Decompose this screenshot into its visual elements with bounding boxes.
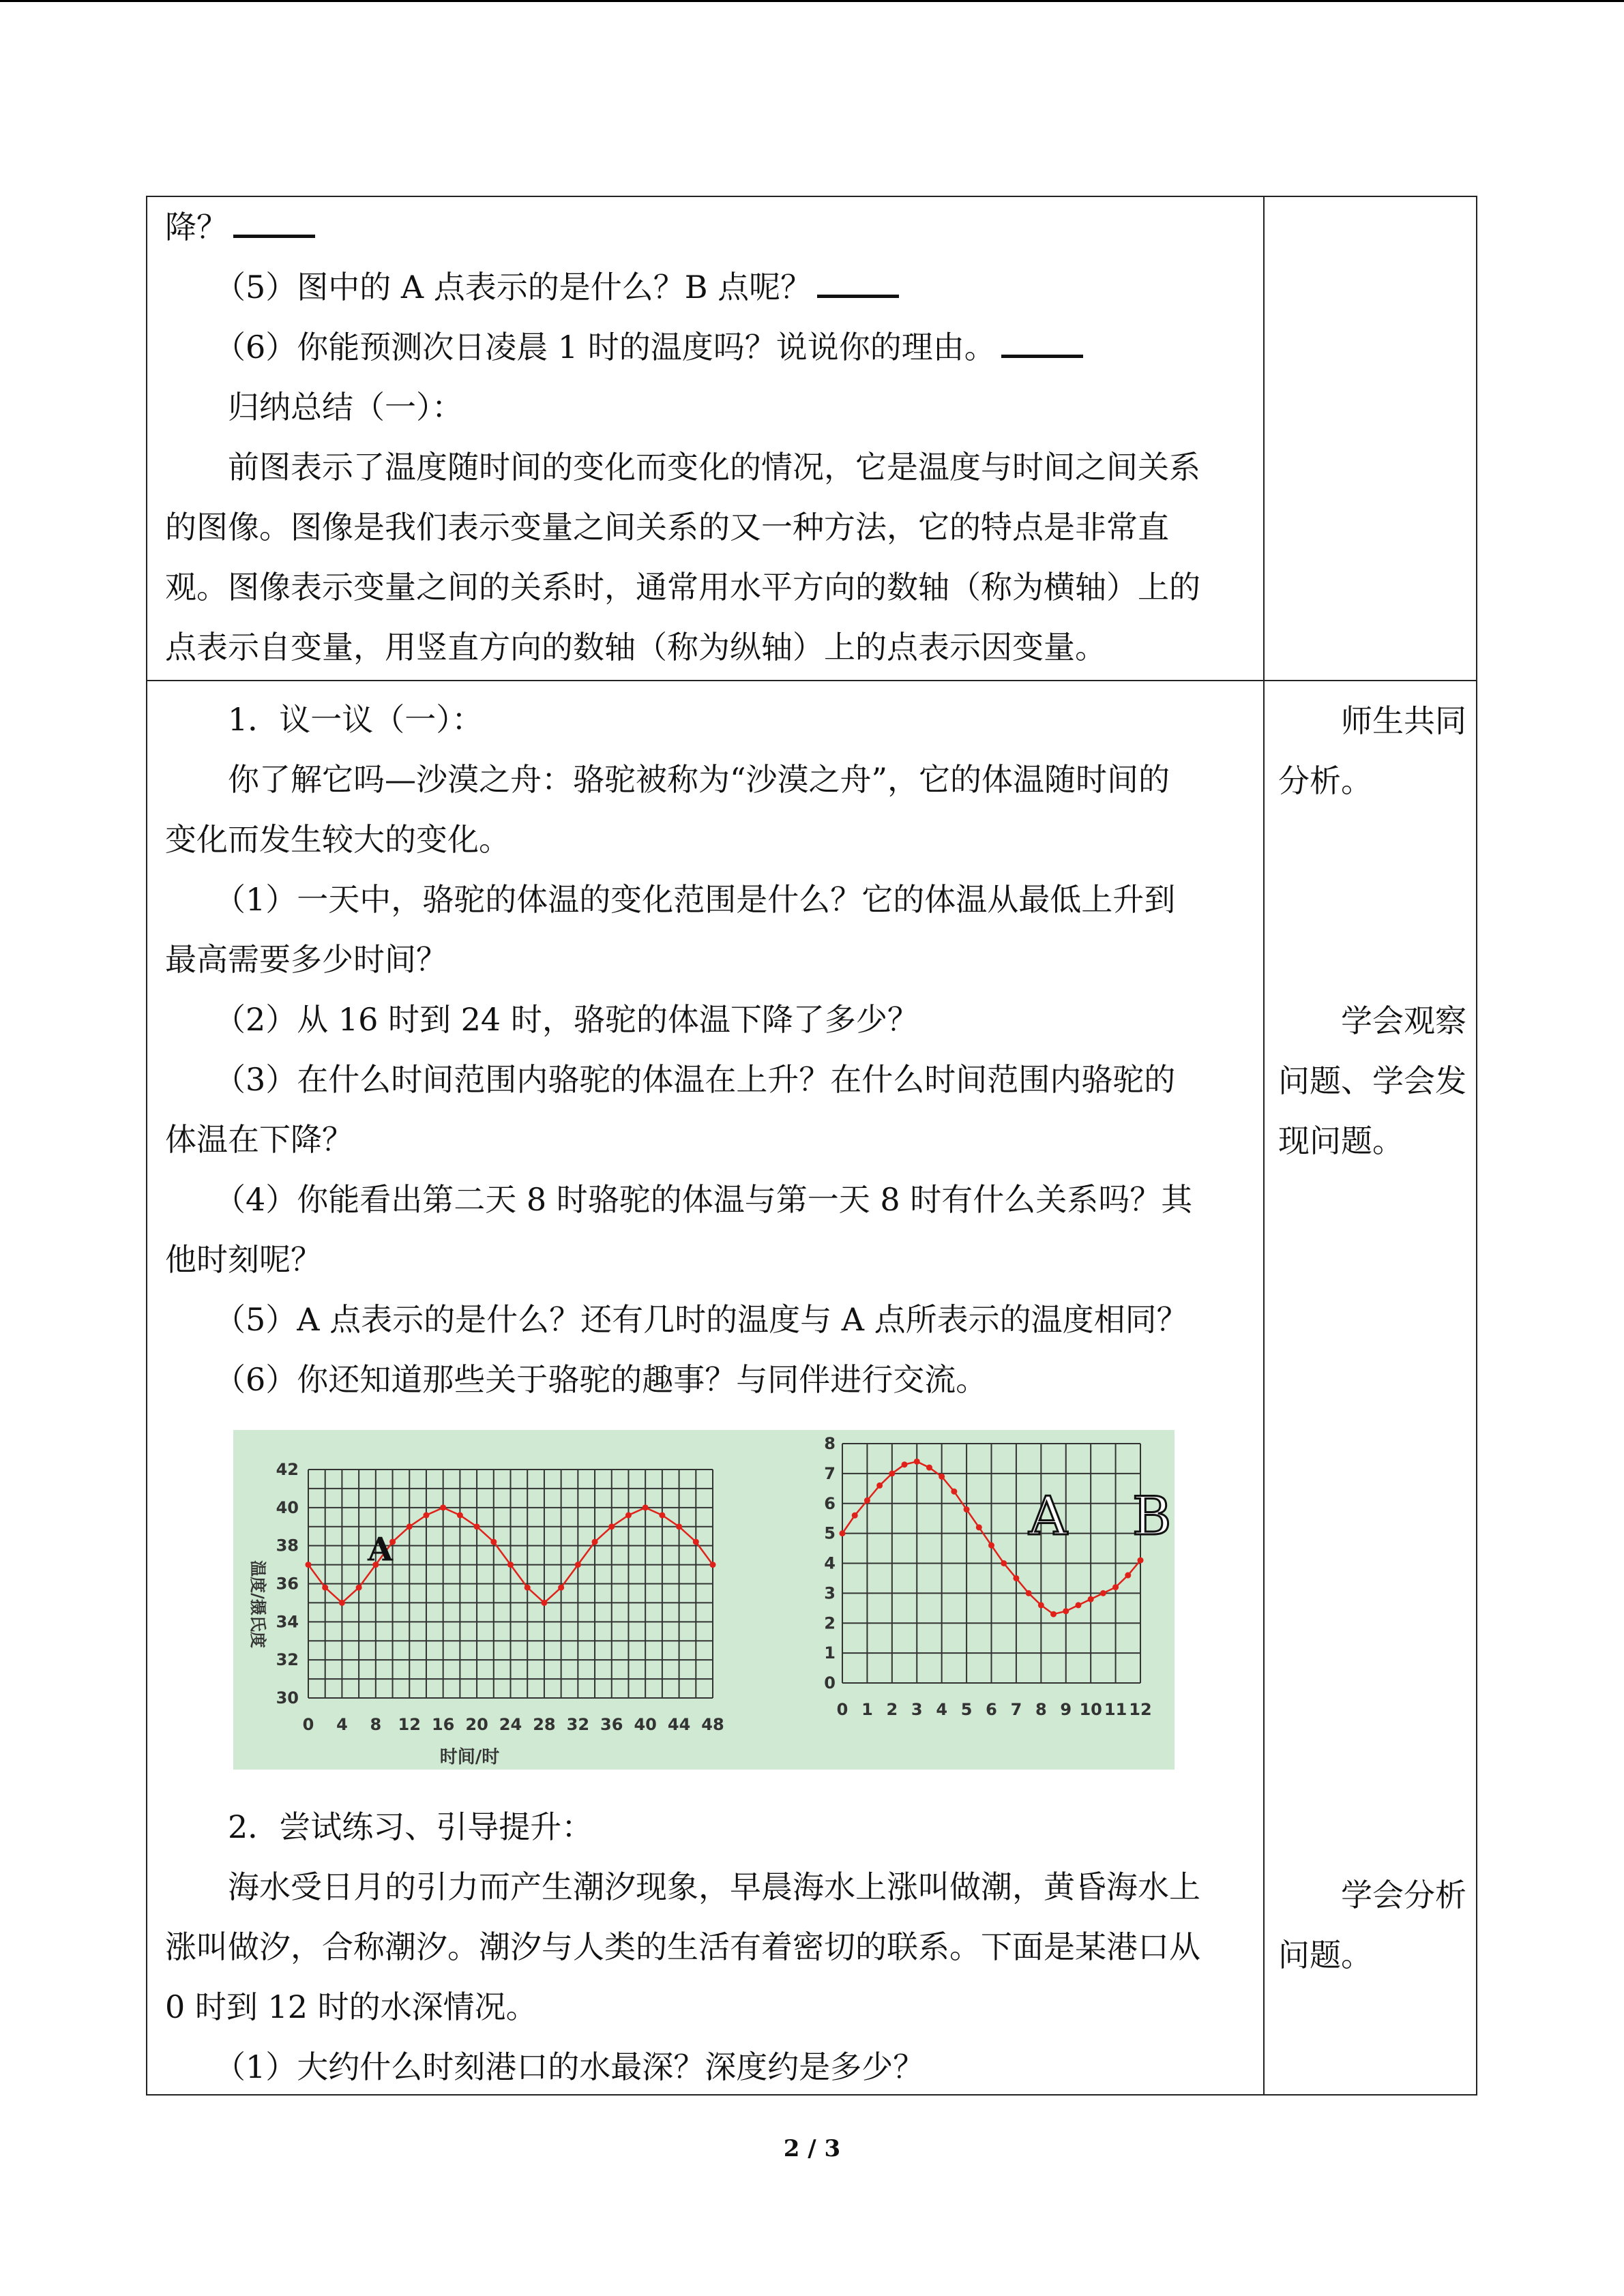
y-tick-label: 38	[276, 1536, 299, 1555]
x-tick-label: 12	[1129, 1700, 1152, 1719]
data-point	[490, 1539, 497, 1545]
text-line: 的图像。图像是我们表示变量之间关系的又一种方法，它的特点是非常直	[165, 509, 1169, 546]
note-cell	[1265, 681, 1476, 2094]
text-line: 点表示自变量，用竖直方向的数轴（称为纵轴）上的点表示因变量。	[165, 629, 1106, 666]
data-point	[1063, 1608, 1069, 1614]
data-point	[1026, 1590, 1032, 1596]
data-point	[507, 1562, 514, 1568]
data-point	[693, 1539, 699, 1545]
question-line: （6）你还知道那些关于骆驼的趣事？与同伴进行交流。	[214, 1361, 988, 1398]
y-tick-label: 32	[276, 1650, 299, 1670]
x-tick-label: 12	[398, 1715, 421, 1734]
charts-svg	[233, 1430, 1175, 1770]
x-tick-label: 11	[1104, 1700, 1127, 1719]
text-line: （5）图中的 A 点表示的是什么？B 点呢？	[165, 257, 1250, 317]
x-tick-label: 48	[701, 1715, 724, 1734]
text-line: 最高需要多少时间？	[165, 941, 447, 978]
text-line: 0 时到 12 时的水深情况。	[165, 1988, 537, 2025]
x-tick-label: 4	[336, 1715, 348, 1734]
y-tick-label: 5	[824, 1523, 836, 1543]
data-point	[608, 1523, 615, 1530]
data-point	[1075, 1602, 1081, 1608]
data-point	[840, 1530, 846, 1536]
data-point	[407, 1523, 413, 1530]
discussion-heading: 1．议一议（一）：	[228, 701, 484, 738]
answer-blank	[1001, 327, 1083, 358]
data-point	[964, 1506, 970, 1512]
x-tick-label: 44	[667, 1715, 691, 1734]
data-point	[1100, 1590, 1106, 1596]
text-line: 他时刻呢？	[165, 1241, 322, 1278]
text-line: 海水受日月的引力而产生潮汐现象，早晨海水上涨叫做潮，黄昏海水上	[228, 1868, 1200, 1905]
summary-heading: 归纳总结（一）：	[228, 389, 463, 426]
data-point	[356, 1585, 362, 1591]
data-point	[939, 1474, 945, 1480]
data-point	[592, 1539, 598, 1545]
data-point	[339, 1600, 345, 1606]
answer-blank	[233, 207, 315, 238]
point-label-b: B	[1132, 1485, 1172, 1547]
y-tick-label: 1	[824, 1643, 836, 1663]
data-point	[864, 1497, 870, 1504]
text-line: （6）你能预测次日凌晨 1 时的温度吗？说说你的理由。	[165, 317, 1250, 377]
x-tick-label: 10	[1079, 1700, 1102, 1719]
question-line: （5）A 点表示的是什么？还有几时的温度与 A 点所表示的温度相同？	[214, 1301, 1188, 1338]
x-tick-label: 4	[936, 1700, 948, 1719]
data-point	[926, 1465, 932, 1471]
y-tick-label: 36	[276, 1574, 299, 1594]
top-rule	[0, 0, 1624, 2]
y-tick-label: 0	[824, 1673, 836, 1693]
x-tick-label: 0	[836, 1700, 848, 1719]
table-row	[147, 197, 1476, 680]
data-point	[876, 1482, 883, 1489]
x-tick-label: 36	[600, 1715, 623, 1734]
y-tick-label: 4	[824, 1553, 836, 1573]
data-point	[976, 1524, 982, 1530]
point-label-a: A	[1029, 1485, 1067, 1547]
page-number: 2 / 3	[783, 2135, 841, 2162]
data-point	[322, 1585, 328, 1591]
charts-figure	[233, 1430, 1175, 1770]
data-point	[659, 1512, 665, 1519]
data-point	[1001, 1560, 1007, 1566]
data-point	[440, 1504, 446, 1510]
x-tick-label: 9	[1060, 1700, 1072, 1719]
data-point	[951, 1489, 957, 1495]
question-line: （4）你能看出第二天 8 时骆驼的体温与第一天 8 时有什么关系吗？其	[214, 1181, 1193, 1218]
data-point	[625, 1512, 632, 1519]
data-point	[423, 1512, 429, 1519]
text-line: 你了解它吗—沙漠之舟：骆驼被称为“沙漠之舟”，它的体温随时间的	[228, 761, 1170, 798]
note-text: 学会分析问题。	[1278, 1877, 1466, 1973]
data-point	[710, 1562, 716, 1568]
data-point	[1138, 1557, 1144, 1564]
data-point	[676, 1523, 682, 1530]
x-tick-label: 0	[302, 1715, 314, 1734]
content-cell	[147, 197, 1265, 680]
note-text: 学会观察问题、学会发现问题。	[1278, 1002, 1466, 1159]
note-cell	[1265, 197, 1476, 680]
table-row	[147, 680, 1476, 2094]
y-tick-label: 8	[824, 1434, 836, 1453]
x-tick-label: 5	[960, 1700, 973, 1719]
data-point	[457, 1512, 463, 1519]
x-tick-label: 20	[465, 1715, 488, 1734]
data-point	[474, 1523, 480, 1530]
y-tick-label: 40	[276, 1497, 299, 1517]
data-point	[1013, 1575, 1019, 1581]
x-tick-label: 28	[533, 1715, 556, 1734]
x-tick-label: 8	[1035, 1700, 1047, 1719]
data-point	[1088, 1596, 1094, 1602]
data-point	[1050, 1611, 1057, 1617]
text-line: 观。图像表示变量之间的关系时，通常用水平方向的数轴（称为横轴）上的	[165, 569, 1200, 606]
practice-heading: 2．尝试练习、引导提升：	[228, 1808, 593, 1845]
x-tick-label: 8	[370, 1715, 382, 1734]
point-label-a: A	[367, 1530, 394, 1569]
data-point	[1038, 1602, 1044, 1608]
x-tick-label: 1	[861, 1700, 873, 1719]
data-point	[902, 1461, 908, 1467]
x-tick-label: 2	[886, 1700, 898, 1719]
chart-2	[824, 1434, 1171, 1719]
data-point	[575, 1562, 581, 1568]
text-line: 涨叫做汐，合称潮汐。潮汐与人类的生活有着密切的联系。下面是某港口从	[165, 1928, 1200, 1965]
y-tick-label: 6	[824, 1493, 836, 1513]
x-tick-label: 24	[499, 1715, 522, 1734]
y-axis-label: 温度/摄氏度	[248, 1560, 267, 1648]
x-axis-label: 时间/时	[439, 1747, 500, 1768]
text-line: 降？	[165, 197, 1250, 257]
y-tick-label: 34	[276, 1612, 299, 1632]
text-line: 变化而发生较大的变化。	[165, 821, 510, 858]
x-tick-label: 16	[431, 1715, 455, 1734]
y-tick-label: 2	[824, 1613, 836, 1633]
data-point	[643, 1504, 649, 1510]
data-point	[541, 1600, 547, 1606]
answer-blank	[817, 267, 899, 298]
data-point	[525, 1585, 531, 1591]
data-point	[914, 1459, 920, 1465]
data-point	[889, 1470, 895, 1476]
data-point	[1112, 1584, 1119, 1590]
lesson-table	[146, 196, 1477, 2096]
data-point	[306, 1562, 312, 1568]
note-text: 师生共同分析。	[1278, 702, 1466, 799]
question-line: （1）大约什么时刻港口的水最深？深度约是多少？	[214, 2048, 925, 2085]
x-tick-label: 3	[911, 1700, 923, 1719]
y-tick-label: 3	[824, 1583, 836, 1603]
y-tick-label: 30	[276, 1688, 299, 1708]
data-point	[1125, 1572, 1131, 1579]
x-tick-label: 40	[634, 1715, 657, 1734]
x-tick-label: 32	[566, 1715, 590, 1734]
x-tick-label: 6	[986, 1700, 997, 1719]
content-cell	[147, 681, 1265, 2094]
y-tick-label: 42	[276, 1460, 299, 1479]
data-point	[558, 1585, 564, 1591]
data-point	[988, 1542, 994, 1549]
question-line: （2）从 16 时到 24 时，骆驼的体温下降了多少？	[214, 1001, 919, 1038]
text-line: 前图表示了温度随时间的变化而变化的情况，它是温度与时间之间关系	[228, 449, 1200, 486]
question-line: （1）一天中，骆驼的体温的变化范围是什么？它的体温从最低上升到	[214, 881, 1176, 918]
data-point	[852, 1512, 858, 1519]
y-tick-label: 7	[824, 1463, 836, 1483]
x-tick-label: 7	[1010, 1700, 1022, 1719]
chart-1	[248, 1460, 724, 1768]
question-line: （3）在什么时间范围内骆驼的体温在上升？在什么时间范围内骆驼的	[214, 1061, 1176, 1098]
text-line: 体温在下降？	[165, 1121, 353, 1158]
